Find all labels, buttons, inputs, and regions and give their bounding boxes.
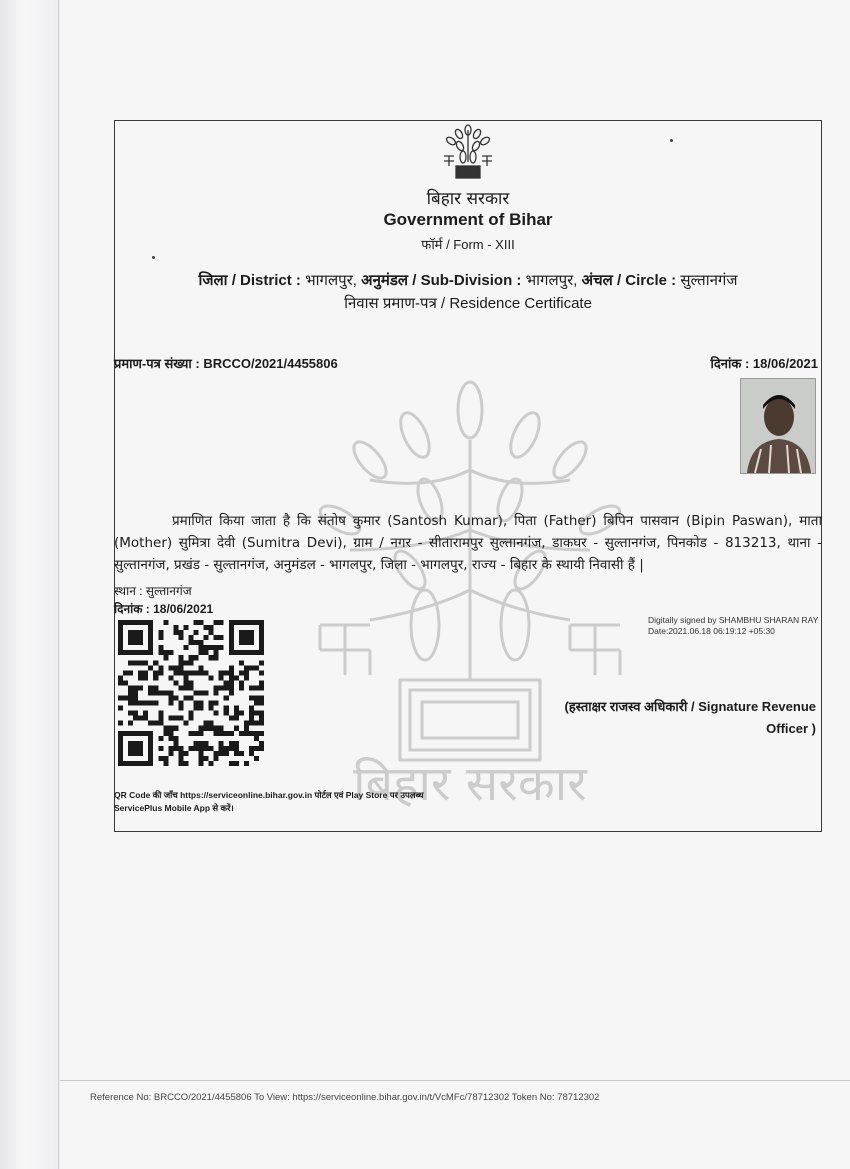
certificate-number-label: प्रमाण-पत्र संख्या : — [114, 356, 200, 371]
circle-label: अंचल / Circle : — [581, 272, 677, 289]
certificate-date-label: दिनांक : — [710, 356, 750, 371]
subdivision-label: अनुमंडल / Sub-Division : — [361, 272, 522, 289]
header-english-title: Government of Bihar — [383, 210, 553, 229]
qr-verification-note — [114, 789, 424, 815]
digital-signature-date: Date:2021.06.18 06:19:12 +05:30 — [648, 626, 775, 636]
person-photo-icon — [741, 379, 815, 473]
header-hindi-title: बिहार सरकार — [426, 189, 510, 209]
certificate-date-row — [711, 354, 818, 372]
scan-speck — [152, 256, 155, 259]
certificate-title: निवास प्रमाण-पत्र / Residence Certificate — [344, 295, 592, 312]
digital-signature — [648, 615, 818, 637]
certificate-body-text: प्रमाणित किया जाता है कि संतोष कुमार (Santosh Kumar), पिता (Father) बिपिन पासवान (Bipin Paswan), माता (Mother) सुमित्रा देवी (Sumitra Devi), ग्राम / नगर - सीतारामपुर सुल्तानगंज, डाकघर - सुल्तानगंज, पिनकोड - 813213, थाना - सुल्तानगंज, प्रखंड - सुल्तानगंज, अनुमंडल - भागलपुर, जिला - भागलपुर, राज्य - बिहार के स्थायी निवासी हैं | — [114, 513, 822, 573]
certificate-number-row — [114, 354, 338, 372]
circle-value: सुल्तानगंज — [680, 272, 738, 289]
issue-place: स्थान : सुल्तानगंज — [114, 584, 192, 598]
footer-reference: Reference No: BRCCO/2021/4455806 To View: https://serviceonline.bihar.gov.in/t/VcMFc/78712302 Token No: 78712302 — [90, 1092, 600, 1103]
applicant-photo — [740, 378, 816, 474]
watermark-text: बिहार सरकार — [353, 756, 587, 810]
district-value: भागलपुर, — [305, 272, 357, 289]
officer-signature-line1: (हस्ताक्षर राजस्व अधिकारी / Signature Revenue — [564, 699, 816, 714]
certificate-date: 18/06/2021 — [752, 356, 818, 371]
issue-date: दिनांक : 18/06/2021 — [114, 602, 214, 616]
form-label: फॉर्म / Form - XIII — [421, 237, 515, 252]
scan-speck — [670, 139, 673, 142]
officer-signature-label — [516, 696, 816, 740]
footer-divider — [60, 1080, 850, 1081]
certificate-number: BRCCO/2021/4455806 — [203, 356, 338, 371]
qr-code — [118, 620, 264, 766]
subdivision-value: भागलपुर, — [525, 272, 578, 289]
officer-signature-line2: Officer ) — [766, 721, 816, 736]
digital-signature-signer: Digitally signed by SHAMBHU SHARAN RAY — [648, 615, 819, 625]
bihar-emblem-icon — [440, 124, 496, 182]
qr-note-line2: ServicePlus Mobile App से करें। — [114, 803, 234, 813]
district-label: जिला / District : — [198, 272, 301, 289]
paper-edge — [58, 0, 59, 1169]
paper-left-margin — [0, 0, 60, 1169]
location-line — [114, 270, 822, 290]
qr-note-line1: QR Code की जाँच https://serviceonline.bihar.gov.in पोर्टल एवं Play Store पर उपलब्ध — [114, 790, 424, 800]
